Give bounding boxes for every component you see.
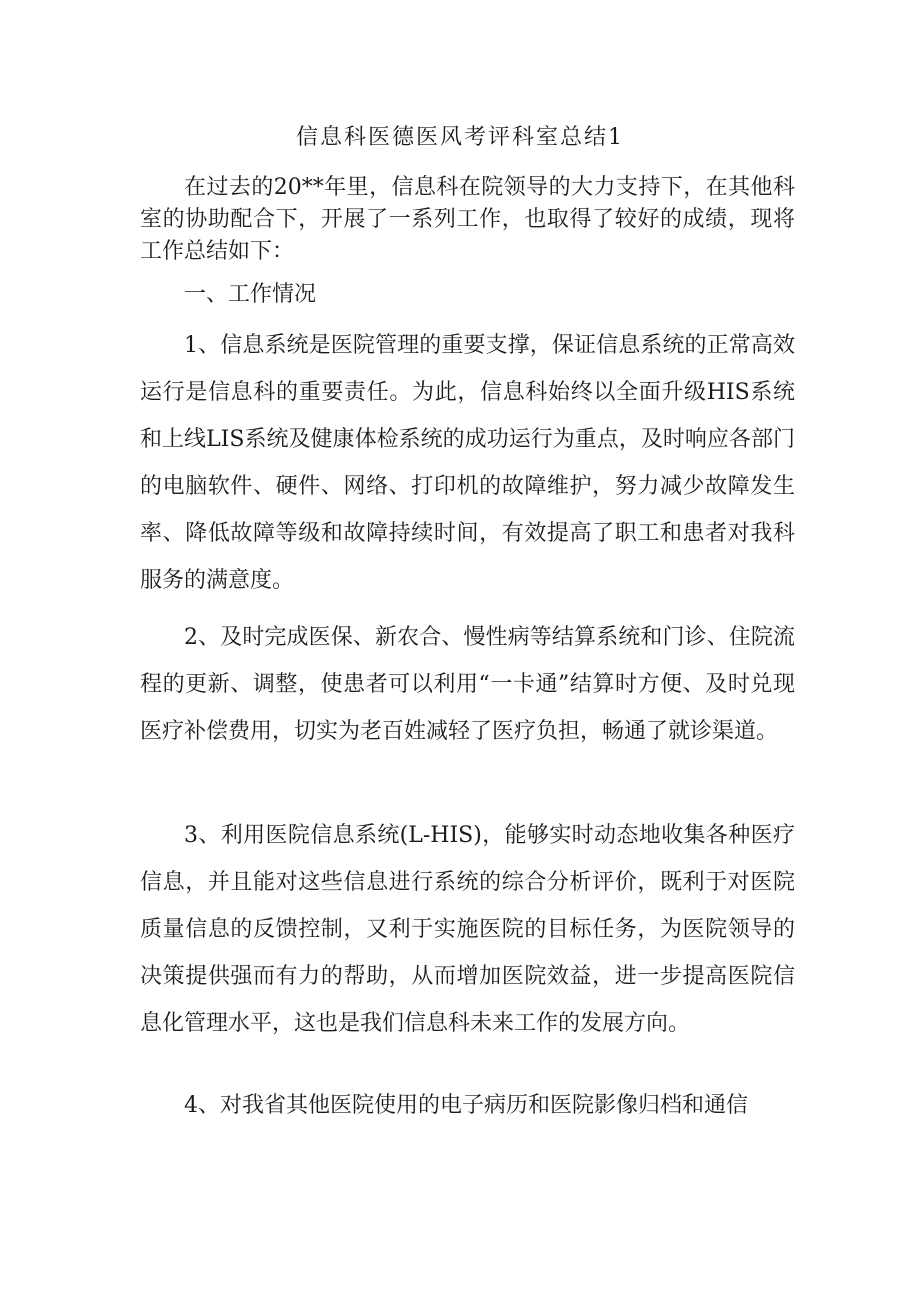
intro-paragraph: 在过去的20**年里，信息科在院领导的大力支持下，在其他科室的协助配合下，开展了一系列工作，也取得了较好的成绩，现将工作总结如下： bbox=[140, 175, 795, 264]
paragraph-item-2: 2、及时完成医保、新农合、慢性病等结算系统和门诊、住院流程的更新、调整，使患者可以利用“一卡通”结算时方便、及时兑现医疗补偿费用，切实为老百姓减轻了医疗负担，畅通了就诊渠道。 bbox=[140, 625, 795, 744]
section-heading: 一、工作情况 bbox=[184, 282, 317, 307]
paragraph-item-4: 4、对我省其他医院使用的电子病历和医院影像归档和通信 bbox=[184, 1093, 748, 1118]
paragraph-item-3: 3、利用医院信息系统(L-HIS)，能够实时动态地收集各种医疗信息，并且能对这些信息进行系统的综合分析评价，既利于对医院质量信息的反馈控制，又利于实施医院的目标任务，为医院领导的决策提供强而有力的帮助，从而增加医院效益，进一步提高医院信息化管理水平，这也是我们信息科未来工作的发展方向。 bbox=[140, 823, 795, 1036]
document-title: 信息科医德医风考评科室总结1 bbox=[296, 125, 624, 150]
paragraph-item-1: 1、信息系统是医院管理的重要支撑，保证信息系统的正常高效运行是信息科的重要责任。为此，信息科始终以全面升级HIS系统和上线LIS系统及健康体检系统的成功运行为重点，及时响应各部门的电脑软件、硬件、网络、打印机的故障维护，努力减少故障发生率、降低故障等级和故障持续时间，有效提高了职工和患者对我科服务的满意度。 bbox=[140, 333, 795, 593]
